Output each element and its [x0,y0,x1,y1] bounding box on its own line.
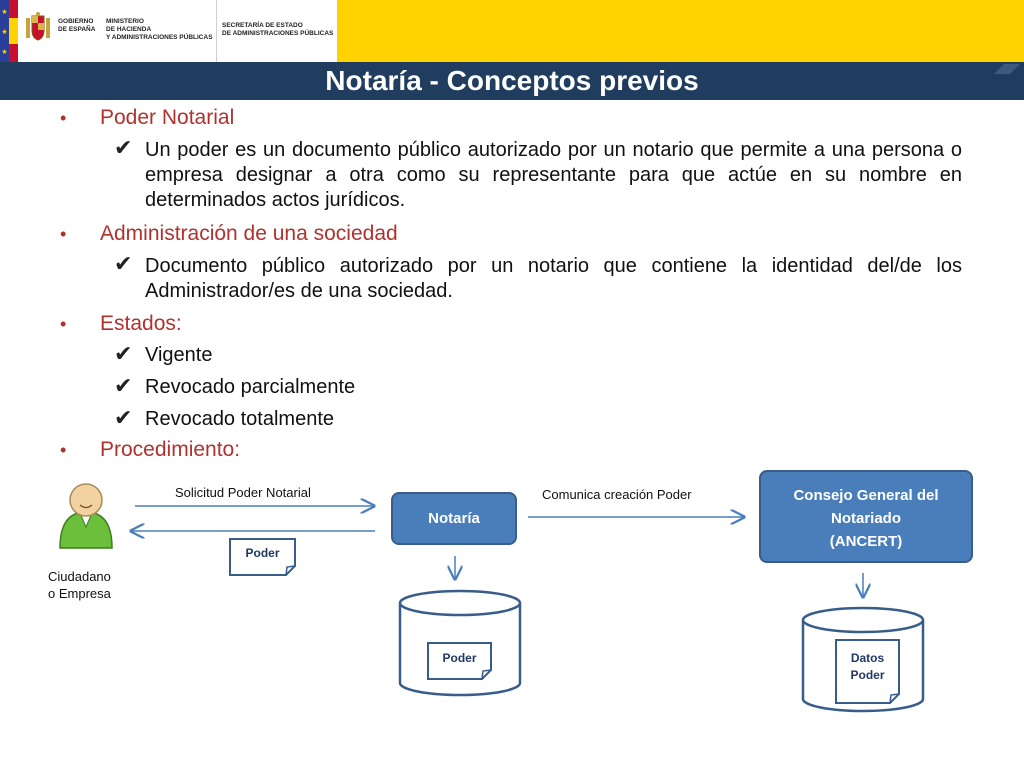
poder-notarial-description: Un poder es un documento público autorizado por un notario que permite a una persona o empresa designar a otra como su representante para que actúe en su nombre en determinados actos jurídicos. [145,139,962,211]
document-poder-returned-label: Poder [245,546,280,560]
bullet-procedimiento: Procedimiento: [100,438,241,461]
government-name: GOBIERNO DE ESPAÑA [58,18,96,33]
notaria-box: Notaría [391,492,517,545]
label-request: Solicitud Poder Notarial [175,485,311,500]
secretariat-name: SECRETARÍA DE ESTADO DE ADMINISTRACIONES PÚBLICAS [222,22,334,37]
bullet-dot: • [60,314,67,334]
consejo-general-box: Consejo General del Notariado (ANCERT) [759,470,973,563]
bullet-dot: • [60,440,67,460]
check-icon: ✔ [114,374,133,399]
check-icon: ✔ [114,406,133,431]
svg-text:★: ★ [1,28,8,36]
check-icon: ✔ [114,252,133,277]
bullet-estados: Estados: [100,312,182,335]
page-title: Notaría - Conceptos previos [325,65,699,96]
bullet-poder-notarial: Poder Notarial [100,106,235,129]
document-datos-poder-label: Datos Poder [850,651,885,682]
check-icon: ✔ [114,136,133,161]
administracion-description: Documento público autorizado por un notario que contiene la identidad del/de los Administrador/es de una sociedad. [145,255,962,302]
ministry-name: MINISTERIO DE HACIENDA Y ADMINISTRACIONES PÚBLICAS [106,18,213,41]
estado-item: Revocado parcialmente [145,376,356,398]
svg-text:★: ★ [1,8,8,16]
bullet-administracion-sociedad: Administración de una sociedad [100,222,398,245]
label-communicate: Comunica creación Poder [542,487,692,502]
estado-item: Vigente [145,344,213,366]
svg-text:★: ★ [1,48,8,56]
check-icon: ✔ [114,342,133,367]
estado-item: Revocado totalmente [145,408,335,430]
bullet-dot: • [60,224,67,244]
bullet-dot: • [60,108,67,128]
actor-label: Ciudadano o Empresa [48,569,111,601]
person-icon [60,484,112,548]
document-poder-notaria-label: Poder [442,651,477,665]
